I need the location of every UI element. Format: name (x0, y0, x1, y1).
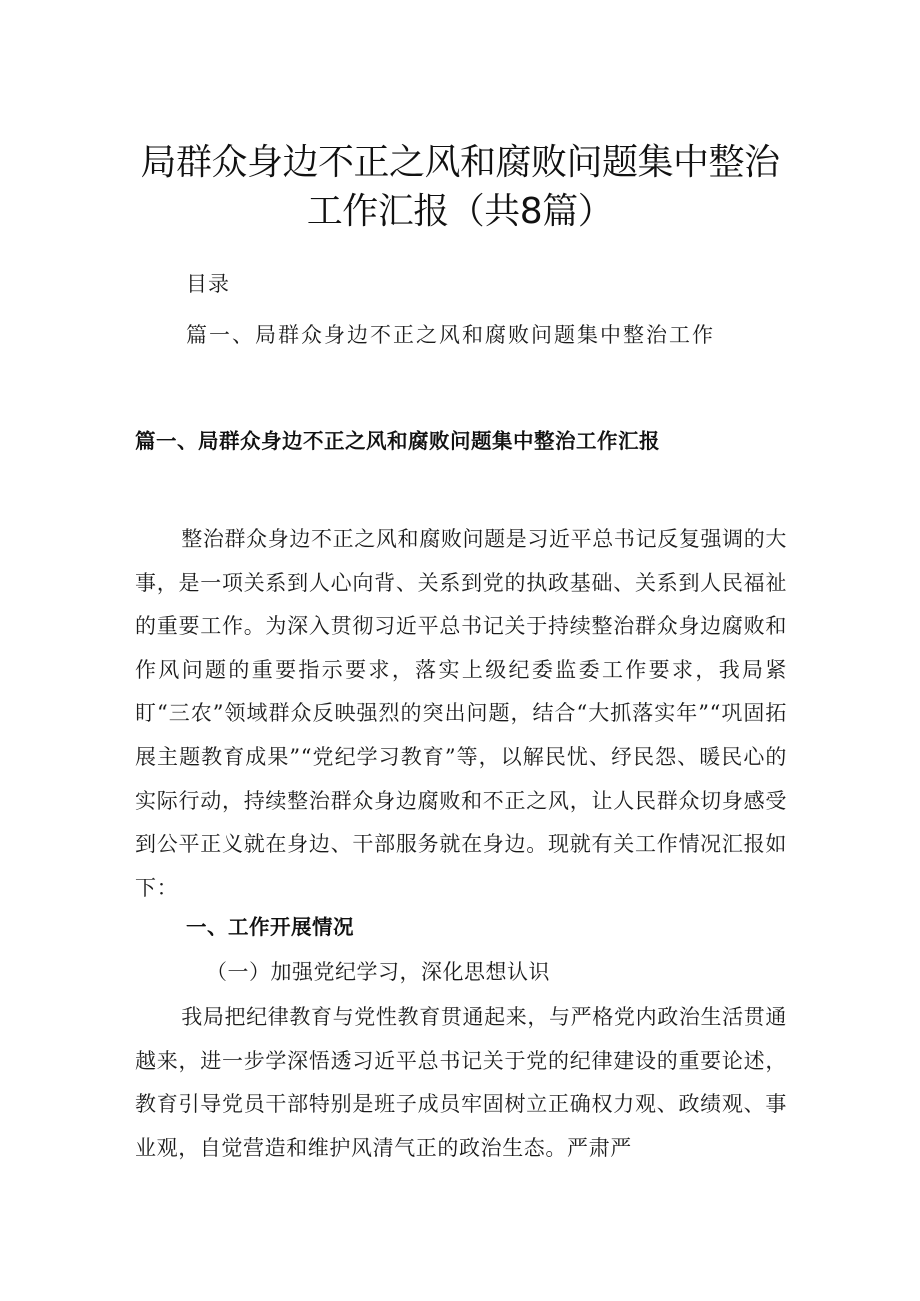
toc-item: 篇一、局群众身边不正之风和腐败问题集中整治工作 (186, 323, 715, 347)
toc-heading: 目录 (186, 272, 230, 296)
body-paragraph: 我局把纪律教育与党性教育贯通起来，与严格党内政治生活贯通越来，进一步学深悟透习近平总书记关于党的纪律建设的重要论述，教育引导党员干部特别是班子成员牢固树立正确权力观、政绩观、事业观，自觉营造和维护风清气正的政治生态。严肃严 (135, 1005, 787, 1160)
document-title-line-1: 局群众身边不正之风和腐败问题集中整治 (140, 142, 780, 183)
heading-work-progress: 一、工作开展情况 (186, 915, 354, 939)
intro-paragraph: 整治群众身边不正之风和腐败问题是习近平总书记反复强调的大事，是一项关系到人心向背、关系到党的执政基础、关系到人民福祉的重要工作。为深入贯彻习近平总书记关于持续整治群众身边腐败和作风问题的重要指示要求，落实上级纪委监委工作要求，我局紧盯“三农”领域群众反映强烈的突出问题，结合“大抓落实年”“巩固拓展主题教育成果”“党纪学习教育”等，以解民忧、纾民怨、暖民心的实际行动，持续整治群众身边腐败和不正之风，让人民群众切身感受到公平正义就在身边、干部服务就在身边。现就有关工作情况汇报如下： (135, 527, 787, 900)
document-title-line-2: 工作汇报（共8篇） (306, 191, 614, 232)
section-heading: 篇一、局群众身边不正之风和腐败问题集中整治工作汇报 (135, 429, 660, 453)
subheading-party-discipline: （一）加强党纪学习，深化思想认识 (206, 960, 550, 984)
